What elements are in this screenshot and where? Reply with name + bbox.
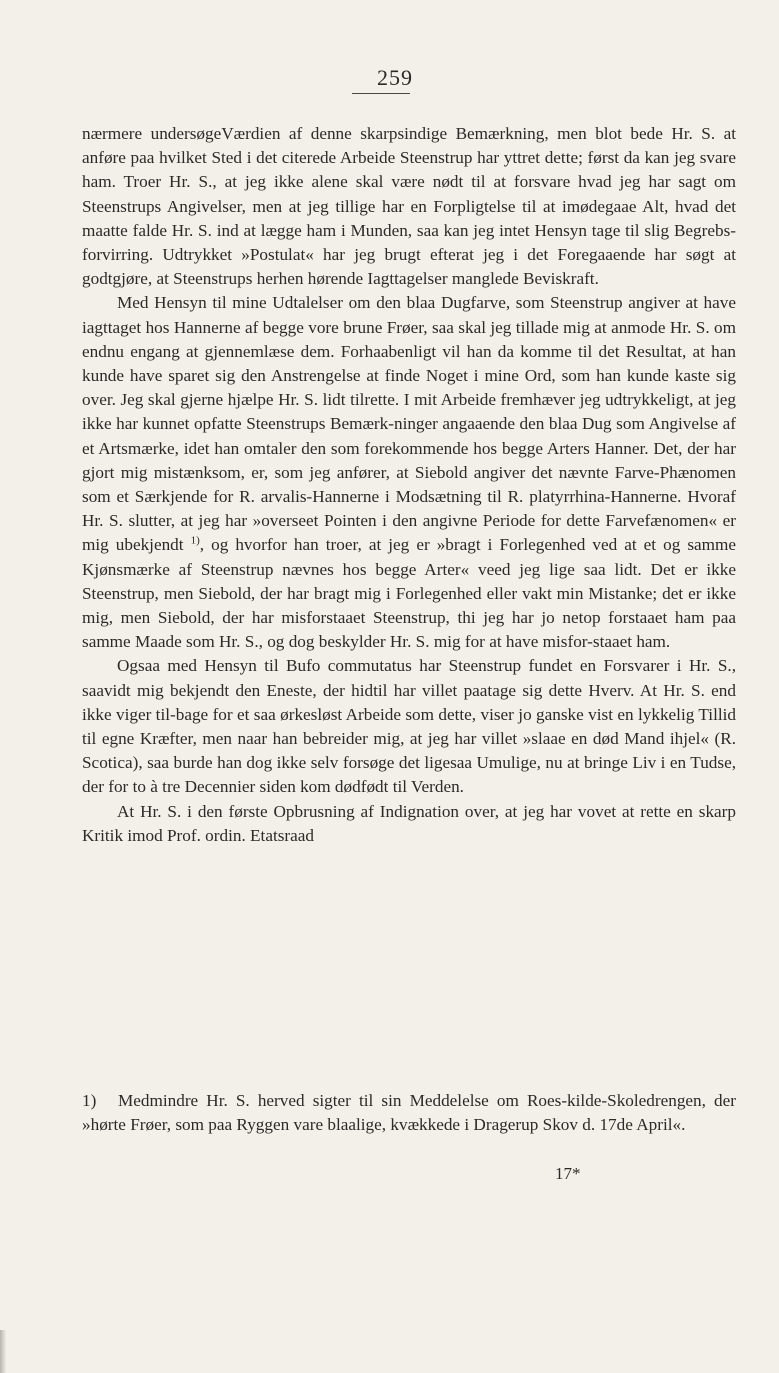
- footnote-reference: 1): [190, 534, 200, 547]
- paragraph-2: [82, 291, 736, 654]
- paragraph-1: nærmere undersøgeVærdien af denne skarpsindige Bemærkning, men blot bede Hr. S. at anføre paa hvilket Sted i det citerede Arbeide Steenstrup har yttret dette; først da kan jeg svare ham. Troer Hr. S., at jeg ikke alene skal være nødt til at forsvare hvad jeg har sagt om Steenstrups Angivelser, men at jeg tillige har en Forpligtelse til at imødegaae Alt, hvad det maatte falde Hr. S. ind at lægge ham i Munden, saa kan jeg intet Hensyn tage til slig Begrebs-forvirring. Udtrykket »Postulat« har jeg brugt efterat jeg i det Foregaaende har søgt at godtgjøre, at Steenstrups herhen hørende Iagttagelser manglede Beviskraft.: [82, 124, 736, 289]
- binding-edge: [0, 1330, 6, 1373]
- footnote-text: Medmindre Hr. S. herved sigter til sin Meddelelse om Roes-kilde-Skoledrengen, der »hørte Frøer, som paa Ryggen vare blaalige, kvækkede i Dragerup Skov d. 17de April«.: [82, 1091, 736, 1135]
- paragraph-2-text-b: , og hvorfor han troer, at jeg er »bragt i Forlegenhed ved at et og samme Kjønsmærke af Steenstrup nævnes hos begge Arter« veed jeg lige saa lidt. Det er ikke Steenstrup, men Siebold, der har bragt mig i Forlegenhed eller vakt min Mistanke; det er ikke mig, men Siebold, der har misforstaaet Steenstrup, thi jeg har jo netop forstaaet ham paa samme Maade som Hr. S., og dog beskylder Hr. S. mig for at have misfor-staaet ham.: [82, 535, 737, 652]
- paragraph-2-text-a: Med Hensyn til mine Udtalelser om den blaa Dugfarve, som Steenstrup angiver at have iagttaget hos Hannerne af begge vore brune Frøer, saa skal jeg tillade mig at anmode Hr. S. om endnu engang at gjennemlæse dem. Forhaabenligt vil han da komme til det Resultat, at han kunde have sparet sig den Anstrengelse at finde Noget i mine Ord, som han kunde kaste sig over. Jeg skal gjerne hjælpe Hr. S. lidt tilrette. I mit Arbeide fremhæver jeg udtrykkeligt, at jeg ikke har kunnet opfatte Steenstrups Bemærk-ninger angaaende den blaa Dug som Angivelse af et Artsmærke, idet han omtaler den som forekommende hos begge Arters Hanner. Det, der har gjort mig mistænksom, er, som jeg anfører, at Siebold angiver det nævnte Farve-Phænomen som et Særkjende for R. arvalis-Hannerne i Modsætning til R. platyrrhina-Hannerne. Hvoraf Hr. S. slutter, at jeg har »overseet Pointen i den angivne Periode for dette Farvefænomen« er mig ubekjendt: [82, 293, 736, 555]
- footnote: [82, 1089, 736, 1137]
- paragraph-4: At Hr. S. i den første Opbrusning af Indignation over, at jeg har vovet at rette en skarp Kritik imod Prof. ordin. Etatsraad: [82, 801, 736, 845]
- page-number: 259: [377, 65, 413, 90]
- main-text: [82, 122, 736, 848]
- paragraph-3: Ogsaa med Hensyn til Bufo commutatus har Steenstrup fundet en Forsvarer i Hr. S., saavidt mig bekjendt den Eneste, der hidtil har villet paatage sig dette Hverv. At Hr. S. end ikke viger til-bage for et saa ørkesløst Arbeide som dette, viser jo ganske vist en lykkelig Tillid til egne Kræfter, men naar han bebreider mig, at jeg har villet »slaae en død Mand ihjel« (R. Scotica), saa burde han dog ikke selv forsøge det ligesaa Umulige, nu at bringe Liv i en Tudse, der for to à tre Decennier siden kom dødfødt til Verden.: [82, 656, 736, 797]
- signature-mark: 17*: [555, 1164, 581, 1183]
- page-number-underline: [352, 93, 410, 94]
- footnote-marker: 1): [82, 1091, 97, 1110]
